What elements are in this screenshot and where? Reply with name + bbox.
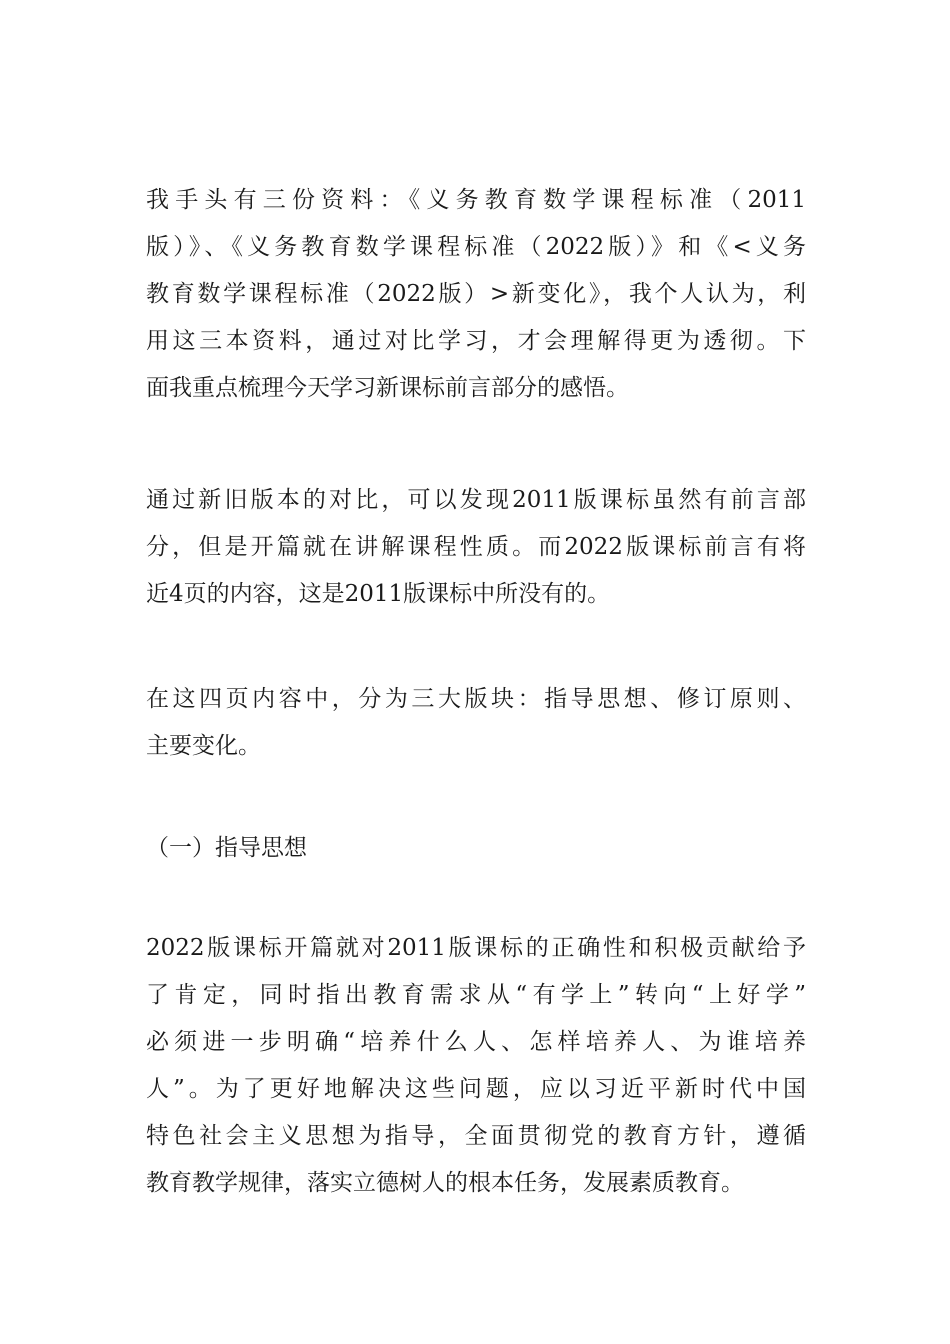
text-line: 版）》、《义务教育数学课程标准（2022版）》和《<义务 bbox=[146, 234, 806, 260]
paragraph-sections bbox=[146, 676, 806, 770]
heading-text: （一）指导思想 bbox=[146, 835, 307, 861]
text-line: 我手头有三份资料：《义务教育数学课程标准（2011 bbox=[146, 187, 806, 213]
paragraph-guiding-ideology bbox=[146, 925, 806, 1207]
text-line: 教育教学规律，落实立德树人的根本任务，发展素质教育。 bbox=[146, 1170, 744, 1196]
text-line: 通过新旧版本的对比，可以发现2011版课标虽然有前言部 bbox=[146, 487, 806, 513]
text-line: 分，但是开篇就在讲解课程性质。而2022版课标前言有将 bbox=[146, 534, 806, 560]
text-line: 2022版课标开篇就对2011版课标的正确性和积极贡献给予 bbox=[146, 935, 806, 961]
text-line: 必须进一步明确“培养什么人、怎样培养人、为谁培养 bbox=[146, 1029, 806, 1055]
paragraph-comparison bbox=[146, 477, 806, 618]
text-line: 主要变化。 bbox=[146, 733, 261, 759]
text-line: 人”。为了更好地解决这些问题，应以习近平新时代中国 bbox=[146, 1076, 806, 1102]
section-heading bbox=[146, 825, 806, 872]
text-line: 在这四页内容中，分为三大版块：指导思想、修订原则、 bbox=[146, 686, 806, 712]
text-line: 面我重点梳理今天学习新课标前言部分的感悟。 bbox=[146, 375, 629, 401]
text-line: 教育数学课程标准（2022版）>新变化》，我个人认为，利 bbox=[146, 281, 806, 307]
text-line: 用这三本资料，通过对比学习，才会理解得更为透彻。下 bbox=[146, 328, 806, 354]
text-line: 了肯定，同时指出教育需求从“有学上”转向“上好学” bbox=[146, 982, 806, 1008]
text-line: 近4页的内容，这是2011版课标中所没有的。 bbox=[146, 581, 611, 607]
text-line: 特色社会主义思想为指导，全面贯彻党的教育方针，遵循 bbox=[146, 1123, 806, 1149]
paragraph-materials bbox=[146, 177, 806, 412]
